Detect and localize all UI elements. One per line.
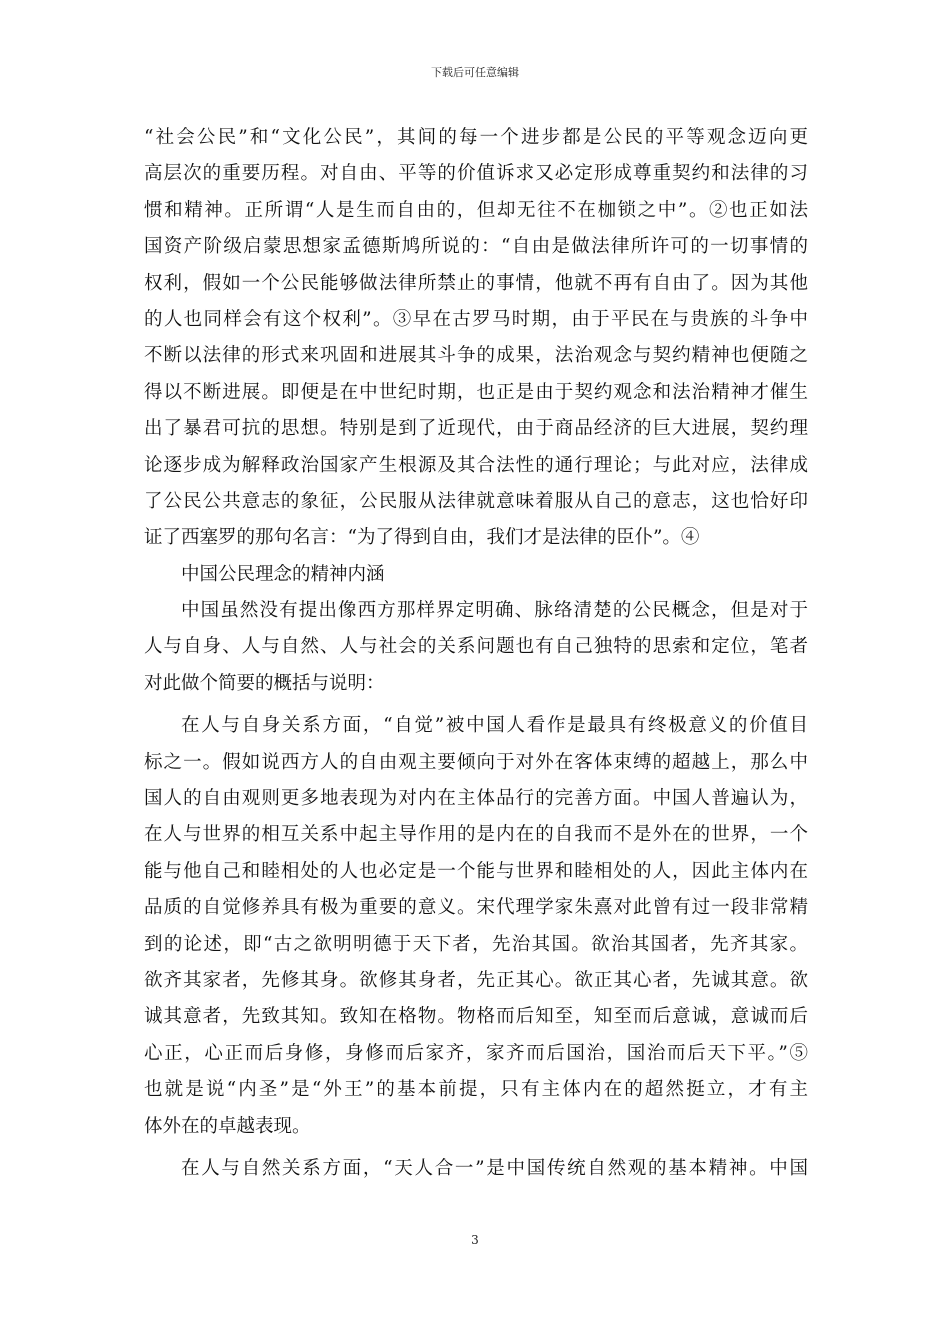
paragraph-human-self: [144, 708, 808, 1145]
text-line: 高层次的重要历程。对自由、平等的价值诉求又必定形成尊重契约和法律的习: [144, 163, 808, 185]
text-line: 了公民公共意志的象征，公民服从法律就意味着服从自己的意志，这也恰好印: [144, 490, 808, 512]
text-line: 体外在的卓越表现。: [144, 1115, 311, 1137]
text-line: 的人也同样会有这个权利”。③早在古罗马时期，由于平民在与贵族的斗争中: [144, 308, 808, 330]
text-line: 心正，心正而后身修，身修而后家齐，家齐而后国治，国治而后天下平。”⑤: [144, 1042, 808, 1064]
paragraph-west-freedom-law: [144, 120, 808, 557]
paragraph-human-nature: [144, 1151, 808, 1187]
text-line: 也就是说“内圣”是“外王”的基本前提，只有主体内在的超然挺立，才有主: [144, 1079, 808, 1101]
document-body: [144, 120, 808, 1187]
text-line: “社会公民”和“文化公民”，其间的每一个进步都是公民的平等观念迈向更: [144, 127, 808, 148]
text-line: 论逐步成为解释政治国家产生根源及其合法性的通行理论；与此对应，法律成: [144, 454, 808, 476]
text-line: 在人与自然关系方面，“天人合一”是中国传统自然观的基本精神。中国: [181, 1157, 808, 1179]
text-line: 到的论述，即“古之欲明明德于天下者，先治其国。欲治其国者，先齐其家。: [144, 933, 808, 955]
section-heading: 中国公民理念的精神内涵: [181, 563, 385, 585]
text-line: 惯和精神。正所谓“人是生而自由的，但却无往不在枷锁之中”。②也正如法: [144, 199, 808, 221]
text-line: 能与他自己和睦相处的人也必定是一个能与世界和睦相处的人，因此主体内在: [144, 860, 808, 882]
text-line: 得以不断进展。即便是在中世纪时期，也正是由于契约观念和法治精神才催生: [144, 381, 808, 403]
text-line: 诚其意者，先致其知。致知在格物。物格而后知至，知至而后意诚，意诚而后: [144, 1006, 808, 1028]
text-line: 权利，假如一个公民能够做法律所禁止的事情，他就不再有自由了。因为其他: [144, 272, 808, 294]
text-line: 品质的自觉修养具有极为重要的意义。宋代理学家朱熹对此曾有过一段非常精: [144, 897, 808, 919]
text-line: 欲齐其家者，先修其身。欲修其身者，先正其心。欲正其心者，先诚其意。欲: [144, 969, 808, 991]
text-line: 出了暴君可抗的思想。特别是到了近现代，由于商品经济的巨大进展，契约理: [144, 418, 808, 440]
text-line: 证了西塞罗的那句名言：“为了得到自由，我们才是法律的臣仆”。④: [144, 527, 700, 549]
text-line: 在人与自身关系方面，“自觉”被中国人看作是最具有终极意义的价值目: [181, 715, 808, 737]
text-line: 人与自身、人与自然、人与社会的关系问题也有自己独特的思索和定位，笔者: [144, 636, 808, 658]
page-number: 3: [471, 1233, 479, 1247]
text-line: 在人与世界的相互关系中起主导作用的是内在的自我而不是外在的世界，一个: [144, 824, 808, 846]
page-header: 下载后可任意编辑: [431, 66, 519, 79]
text-line: 不断以法律的形式来巩固和进展其斗争的成果，法治观念与契约精神也便随之: [144, 345, 808, 367]
text-line: 中国虽然没有提出像西方那样界定明确、脉络清楚的公民概念，但是对于: [181, 600, 808, 622]
text-line: 国资产阶级启蒙思想家孟德斯鸠所说的：“自由是做法律所许可的一切事情的: [144, 236, 808, 258]
text-line: 对此做个简要的概括与说明：: [144, 672, 385, 694]
text-line: 标之一。假如说西方人的自由观主要倾向于对外在客体束缚的超越上，那么中: [144, 751, 808, 773]
paragraph-china-concept: [144, 593, 808, 702]
text-line: 国人的自由观则更多地表现为对内在主体品行的完善方面。中国人普遍认为，: [144, 788, 808, 810]
